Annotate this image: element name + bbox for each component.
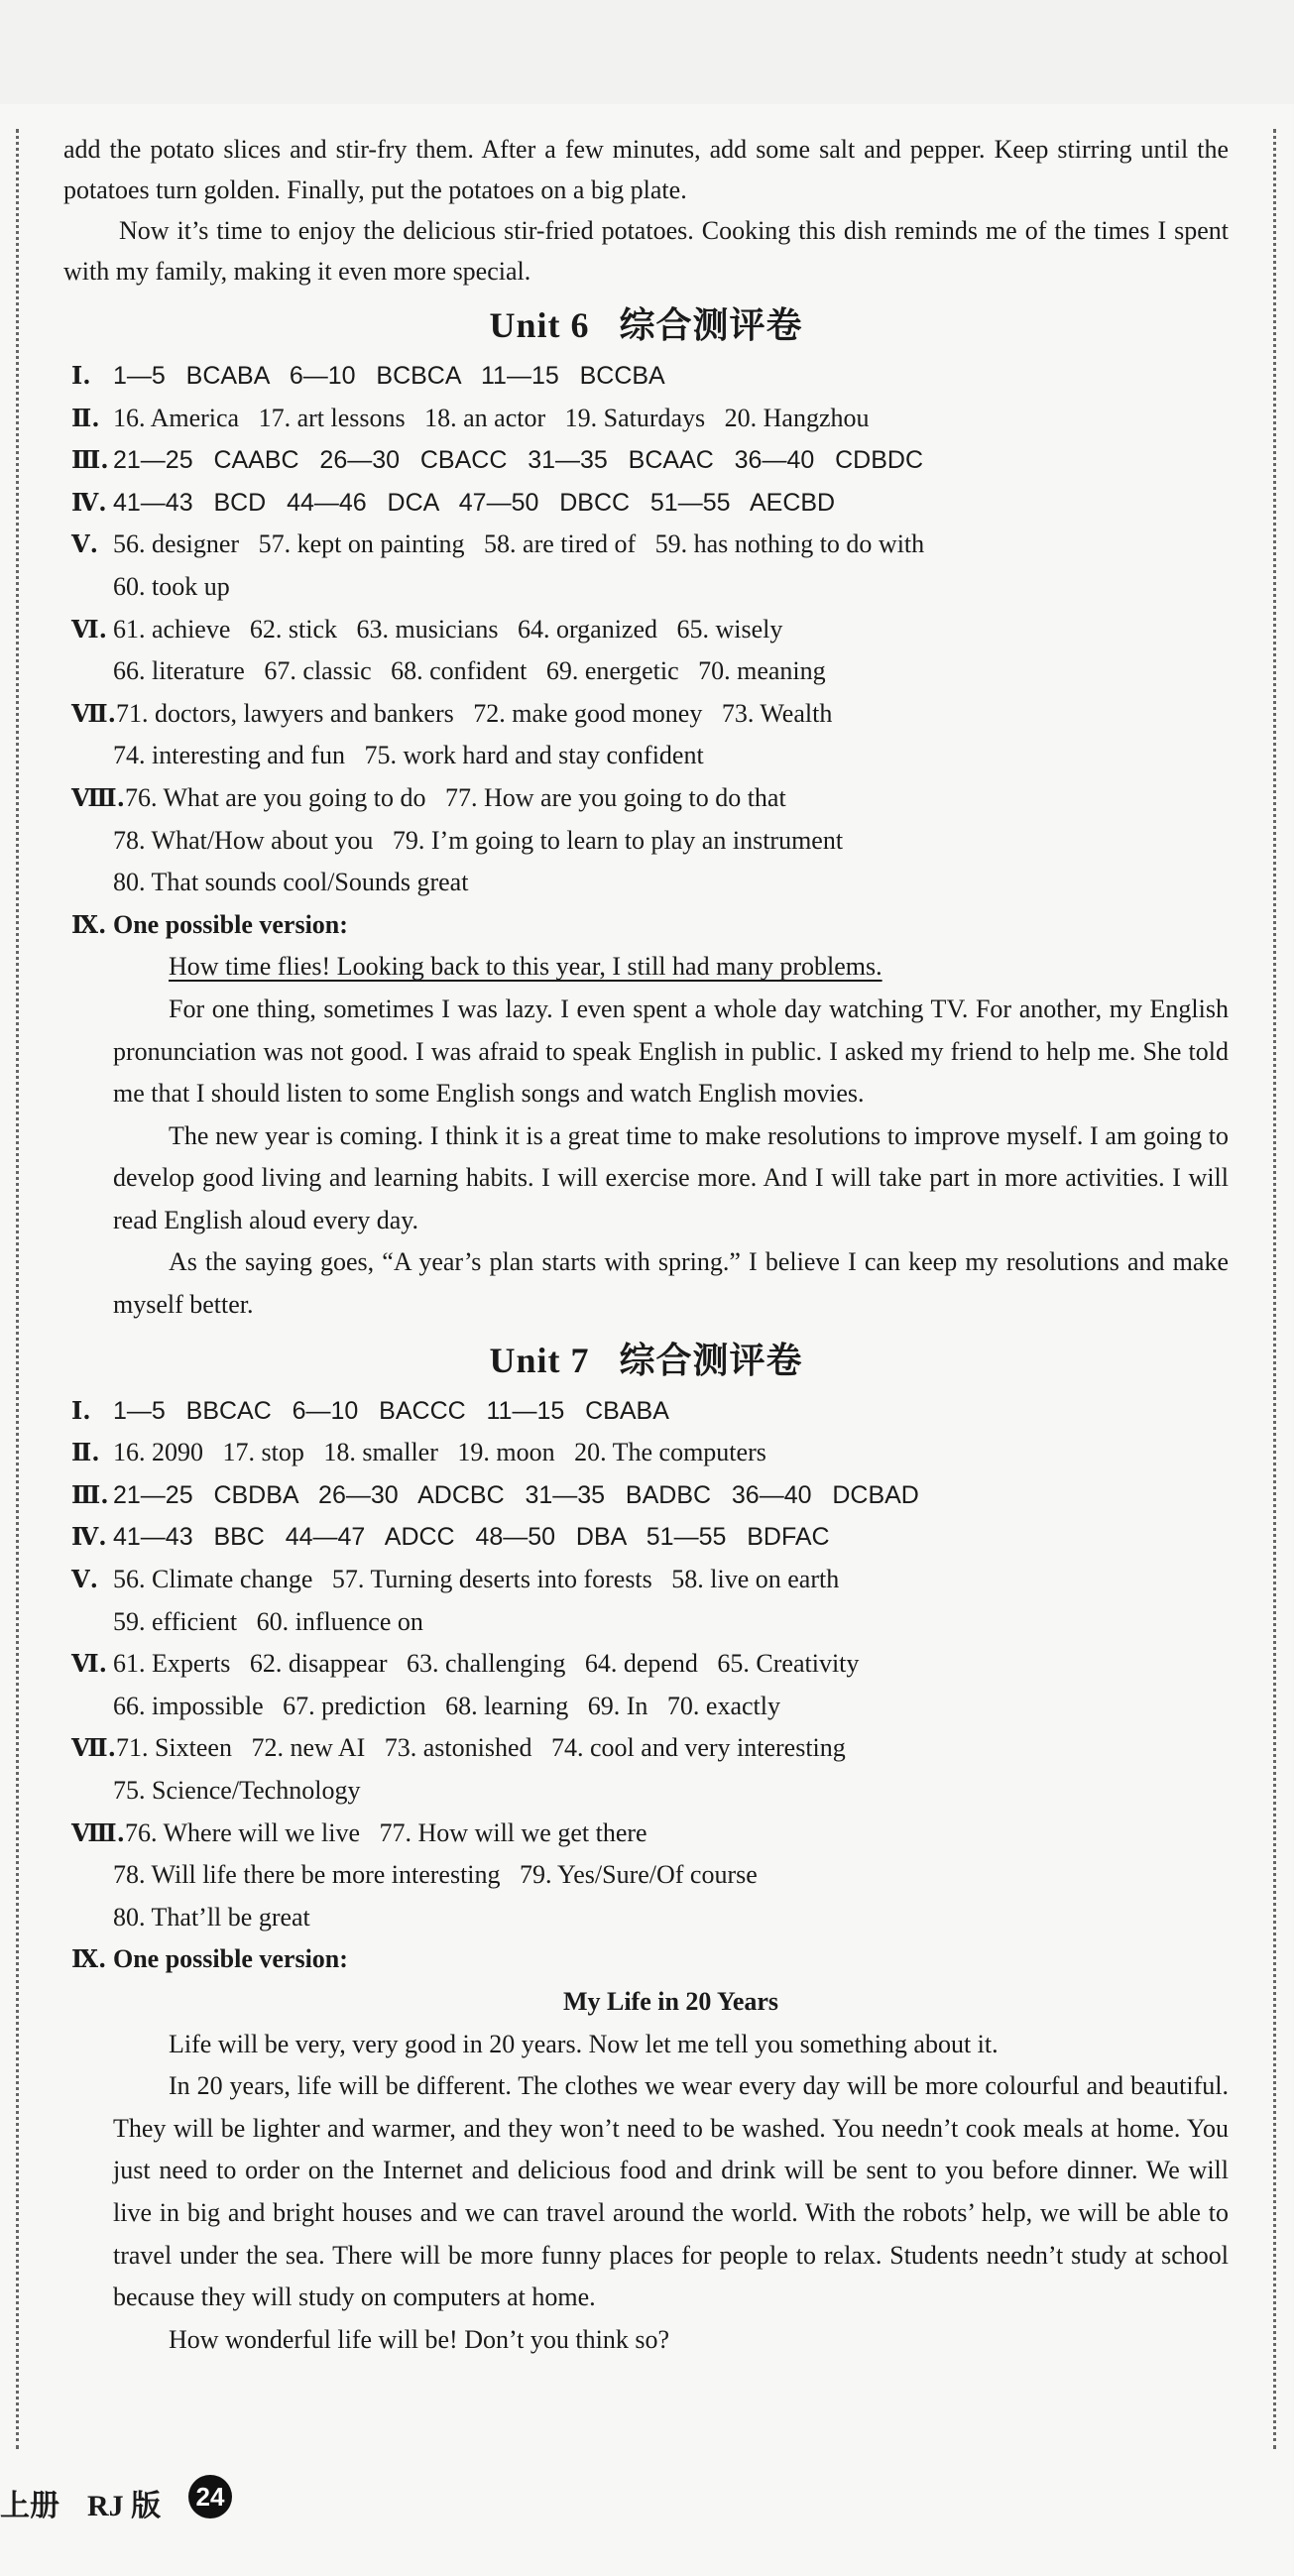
left-binding-line: [16, 129, 19, 2449]
section-numeral: Ⅸ.: [71, 1944, 107, 1974]
answer-row: [63, 1686, 1229, 1728]
unit7-title-test: 综合测评卷: [619, 1340, 803, 1380]
unit6-answers: [63, 355, 1229, 1327]
section-numeral: Ⅴ.: [71, 529, 98, 559]
page-top-margin: [0, 0, 1294, 104]
writing-heading-text: One possible version:: [113, 1944, 348, 1974]
answer-text: 59. efficient 60. influence on: [113, 1606, 423, 1636]
answer-row: [63, 650, 1229, 693]
answer-text: 1—5 BCABA 6—10 BCBCA 11—15 BCCBA: [113, 362, 665, 390]
answer-text: 16. 2090 17. stop 18. smaller 19. moon 20. The computers: [113, 1438, 766, 1467]
answer-text: 75. Science/Technology: [113, 1776, 361, 1805]
answer-row: [63, 1727, 1229, 1770]
section-numeral: Ⅷ.: [71, 782, 125, 812]
answer-text: 74. interesting and fun 75. work hard and stay confident: [113, 741, 704, 770]
answer-text: 71. doctors, lawyers and bankers 72. make good money 73. Wealth: [115, 698, 833, 728]
section-numeral: Ⅶ.: [71, 1733, 116, 1763]
unit7-answers: [63, 1390, 1229, 2362]
writing-heading-text: One possible version:: [113, 909, 348, 939]
answer-text: 41—43 BCD 44—46 DCA 47—50 DBCC 51—55 AECBD: [113, 488, 836, 517]
answer-text: 71. Sixteen 72. new AI 73. astonished 74. cool and very interesting: [115, 1733, 846, 1763]
essay-paragraph: Life will be very, very good in 20 years. Now let me tell you something about it.: [169, 2029, 999, 2058]
section-numeral: Ⅵ.: [71, 614, 107, 644]
answer-text: 66. impossible 67. prediction 68. learning 69. In 70. exactly: [113, 1691, 780, 1720]
section-numeral: Ⅷ.: [71, 1817, 125, 1847]
right-binding-line: [1273, 129, 1276, 2449]
answer-text: 16. America 17. art lessons 18. an actor 19. Saturdays 20. Hangzhou: [113, 403, 870, 432]
essay-title: My Life in 20 Years: [562, 1986, 779, 2016]
section-numeral: Ⅰ.: [71, 361, 91, 390]
essay-paragraph: How wonderful life will be! Don’t you think so?: [169, 2324, 669, 2354]
unit6-title: [63, 295, 1229, 355]
answer-row: [63, 1897, 1229, 1939]
answer-row: [63, 439, 1229, 482]
section-numeral: Ⅵ.: [71, 1649, 107, 1679]
answer-text: 21—25 CBDBA 26—30 ADCBC 31—35 BADBC 36—40 DCBAD: [113, 1480, 919, 1509]
answer-row: [63, 1390, 1229, 1433]
page-footer: [0, 2469, 397, 2528]
answer-row: [63, 1601, 1229, 1644]
answer-row: [63, 1432, 1229, 1474]
section-numeral: Ⅲ.: [71, 1479, 109, 1509]
unit7-title-unit: Unit 7: [489, 1340, 590, 1380]
unit6-essay: [63, 946, 1229, 1326]
writing-heading: [63, 904, 1229, 947]
writing-heading: [63, 1938, 1229, 1981]
essay-paragraph: For one thing, sometimes I was lazy. I even spent a whole day watching TV. For another, my English pronunciation was not good. I was afraid to speak English in public. I asked my friend to help me. She told me that I should listen to some English songs and watch English movies.: [113, 994, 1229, 1109]
essay-paragraph: As the saying goes, “A year’s plan starts with spring.” I believe I can keep my resolutions and make myself better.: [113, 1247, 1229, 1320]
footer-volume: 上册: [0, 2490, 59, 2522]
section-numeral: Ⅳ.: [71, 487, 107, 517]
essay-underlined-sentence: How time flies! Looking back to this year, I still had many problems.: [169, 952, 882, 982]
page-number-badge: 24: [188, 2475, 232, 2518]
page-content: [63, 129, 1229, 2361]
section-numeral: Ⅸ.: [71, 909, 107, 939]
section-numeral: Ⅱ.: [71, 403, 100, 432]
answer-row: [63, 1643, 1229, 1686]
answer-text: 61. achieve 62. stick 63. musicians 64. organized 65. wisely: [113, 614, 783, 644]
answer-row: [63, 862, 1229, 904]
answer-text: 61. Experts 62. disappear 63. challenging 64. depend 65. Creativity: [113, 1649, 860, 1679]
unit7-essay: [63, 1981, 1229, 2361]
section-numeral: Ⅱ.: [71, 1438, 100, 1467]
intro-paragraph-2: Now it’s time to enjoy the delicious stir-fried potatoes. Cooking this dish reminds me of the times I spent with my family, making it even more special.: [63, 216, 1229, 286]
unit6-title-unit: Unit 6: [489, 305, 590, 345]
answer-text: 78. Will life there be more interesting 79. Yes/Sure/Of course: [113, 1860, 758, 1890]
answer-row: [63, 482, 1229, 525]
answer-row: [63, 355, 1229, 398]
unit6-title-test: 综合测评卷: [619, 305, 803, 345]
answer-row: [63, 398, 1229, 440]
essay-paragraph: The new year is coming. I think it is a great time to make resolutions to improve myself. I am going to develop good living and learning habits. I will exercise more. And I will take part in more activities. I will read English aloud every day.: [113, 1120, 1229, 1234]
answer-row: [63, 1474, 1229, 1517]
answer-row: [63, 1516, 1229, 1559]
answer-text: 56. designer 57. kept on painting 58. are tired of 59. has nothing to do with: [113, 529, 925, 559]
answer-row: [63, 1813, 1229, 1855]
answer-text: 80. That sounds cool/Sounds great: [113, 868, 469, 897]
answer-row: [63, 1854, 1229, 1897]
section-numeral: Ⅶ.: [71, 698, 116, 728]
section-numeral: Ⅴ.: [71, 1565, 98, 1594]
answer-text: 21—25 CAABC 26—30 CBACC 31—35 BCAAC 36—40 CDBDC: [113, 446, 923, 475]
answer-text: 66. literature 67. classic 68. confident 69. energetic 70. meaning: [113, 656, 826, 686]
answer-row: [63, 1770, 1229, 1813]
answer-text: 60. took up: [113, 571, 230, 601]
answer-row: [63, 735, 1229, 777]
answer-row: [63, 693, 1229, 736]
footer-edition: RJ 版: [87, 2490, 162, 2522]
answer-text: 1—5 BBCAC 6—10 BACCC 11—15 CBABA: [113, 1396, 669, 1425]
section-numeral: Ⅳ.: [71, 1522, 107, 1552]
answer-text: 76. Where will we live 77. How will we get there: [124, 1817, 647, 1847]
answer-text: 41—43 BBC 44—47 ADCC 48—50 DBA 51—55 BDFAC: [113, 1523, 830, 1552]
unit7-title: [63, 1331, 1229, 1390]
answer-row: [63, 777, 1229, 820]
answer-text: 76. What are you going to do 77. How are you going to do that: [124, 782, 786, 812]
intro-paragraph-1: add the potato slices and stir-fry them. After a few minutes, add some salt and pepper. Keep stirring until the potatoes turn golden. Finally, put the potatoes on a big plate.: [63, 135, 1229, 204]
answer-row: [63, 609, 1229, 651]
answer-text: 80. That’ll be great: [113, 1902, 310, 1932]
answer-row: [63, 820, 1229, 863]
essay-first-line: [113, 946, 1229, 989]
section-numeral: Ⅰ.: [71, 1395, 91, 1425]
answer-row: [63, 524, 1229, 566]
answer-row: [63, 566, 1229, 609]
answer-text: 56. Climate change 57. Turning deserts into forests 58. live on earth: [113, 1565, 840, 1594]
section-numeral: Ⅲ.: [71, 445, 109, 475]
essay-paragraph: In 20 years, life will be different. The clothes we wear every day will be more colourful and beautiful. They will be lighter and warmer, and they won’t need to be washed. You needn’t cook meals at home. You just need to order on the Internet and delicious food and drink will be sent to you before dinner. We will live in big and bright houses and we can travel around the world. With the robots’ help, we will be able to travel under the sea. There will be more funny places for people to relax. Students needn’t study at school because they will study on computers at home.: [113, 2071, 1229, 2312]
answer-text: 78. What/How about you 79. I’m going to learn to play an instrument: [113, 825, 844, 855]
answer-row: [63, 1559, 1229, 1601]
